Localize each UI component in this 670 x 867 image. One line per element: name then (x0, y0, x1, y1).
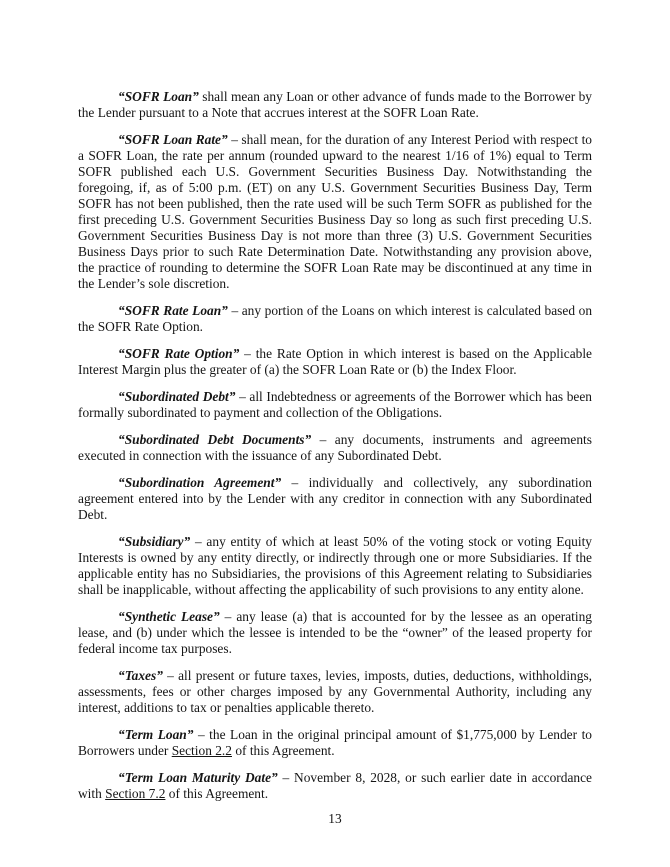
definition-paragraph (78, 534, 592, 598)
definition-text: shall mean any Loan or other advance of funds made to the Borrower by the Lender pursuant to a Note that accrues interest at the SOFR Loan Rate. (78, 89, 592, 120)
definition-paragraph (78, 609, 592, 657)
definition-paragraph (78, 432, 592, 464)
definition-text: – all present or future taxes, levies, imposts, duties, deductions, withholdings, assessments, fees or other charges imposed by any Governmental Authority, including any interest, additions to tax or penalties applicable thereto. (78, 668, 592, 715)
definition-paragraph (78, 346, 592, 378)
defined-term: “Synthetic Lease” (118, 609, 220, 624)
section-reference: Section 7.2 (105, 786, 166, 801)
defined-term: “Term Loan Maturity Date” (118, 770, 278, 785)
definition-paragraph (78, 389, 592, 421)
definition-text: – any portion of the Loans on which interest is calculated based on the SOFR Rate Option. (78, 303, 593, 334)
defined-term: “Subordination Agreement” (118, 475, 282, 490)
definition-text: – shall mean, for the duration of any Interest Period with respect to a SOFR Loan, the rate per annum (rounded upward to the nearest 1/16 of 1%) equal to Term SOFR published each U.S. Government Securities Business Day. Notwithstanding the foregoing, if, as of 5:00 p.m. (ET) on any U.S. Government Securities Business Day, Term SOFR has not been published, then the rate used will be such Term SOFR as published for the first preceding U.S. Government Securities Business Day so long as such first preceding U.S. Government Securities Business Day is not more than three (3) U.S. Government Securities Business Days prior to such Rate Determination Date. Notwithstanding any provision above, the practice of rounding to determine the SOFR Loan Rate may be discontinued at any time in the Lender’s sole discretion. (78, 132, 592, 291)
definition-text: of this Agreement. (231, 743, 335, 758)
definition-paragraph (78, 303, 592, 335)
definition-paragraph (78, 727, 592, 759)
definition-text: – any lease (a) that is accounted for by the lessee as an operating lease, and (b) under which the lessee is intended to be the “owner” of the leased property for federal income tax purposes. (78, 609, 592, 656)
definition-paragraph (78, 132, 592, 292)
defined-term: “SOFR Loan Rate” (118, 132, 228, 147)
definition-paragraph (78, 668, 592, 716)
defined-term: “SOFR Loan” (118, 89, 199, 104)
section-reference: Section 2.2 (171, 743, 232, 758)
definition-text: – the Rate Option in which interest is based on the Applicable Interest Margin plus the greater of (a) the SOFR Loan Rate or (b) the Index Floor. (78, 346, 592, 377)
definition-paragraph (78, 475, 592, 523)
defined-term: “Taxes” (118, 668, 163, 683)
defined-term: “Subordinated Debt” (118, 389, 236, 404)
defined-term: “Subordinated Debt Documents” (118, 432, 312, 447)
definition-paragraph (78, 89, 592, 121)
definition-text: – November 8, 2028, or such earlier date in accordance with (78, 770, 592, 801)
definition-text: – individually and collectively, any subordination agreement entered into by the Lender with any creditor in connection with any Subordinated Debt. (78, 475, 592, 522)
defined-term: “Term Loan” (118, 727, 194, 742)
page-number: 13 (328, 811, 342, 826)
definition-text: of this Agreement. (165, 786, 269, 801)
definition-text: – the Loan in the original principal amount of $1,775,000 by Lender to Borrowers under (78, 727, 593, 758)
defined-term: “SOFR Rate Option” (118, 346, 240, 361)
defined-term: “Subsidiary” (118, 534, 191, 549)
definition-text: – any entity of which at least 50% of the voting stock or voting Equity Interests is owned by any entity directly, or indirectly through one or more Subsidiaries. If the applicable entity has no Subsidiaries, the provisions of this Agreement relating to Subsidiaries shall be inapplicable, without affecting the applicability of such provisions to any entity alone. (78, 534, 592, 597)
definition-text: – any documents, instruments and agreements executed in connection with the issuance of any Subordinated Debt. (78, 432, 592, 463)
document-body (78, 89, 592, 802)
definition-text: – all Indebtedness or agreements of the Borrower which has been formally subordinated to payment and collection of the Obligations. (78, 389, 592, 420)
definition-paragraph (78, 770, 592, 802)
defined-term: “SOFR Rate Loan” (118, 303, 228, 318)
